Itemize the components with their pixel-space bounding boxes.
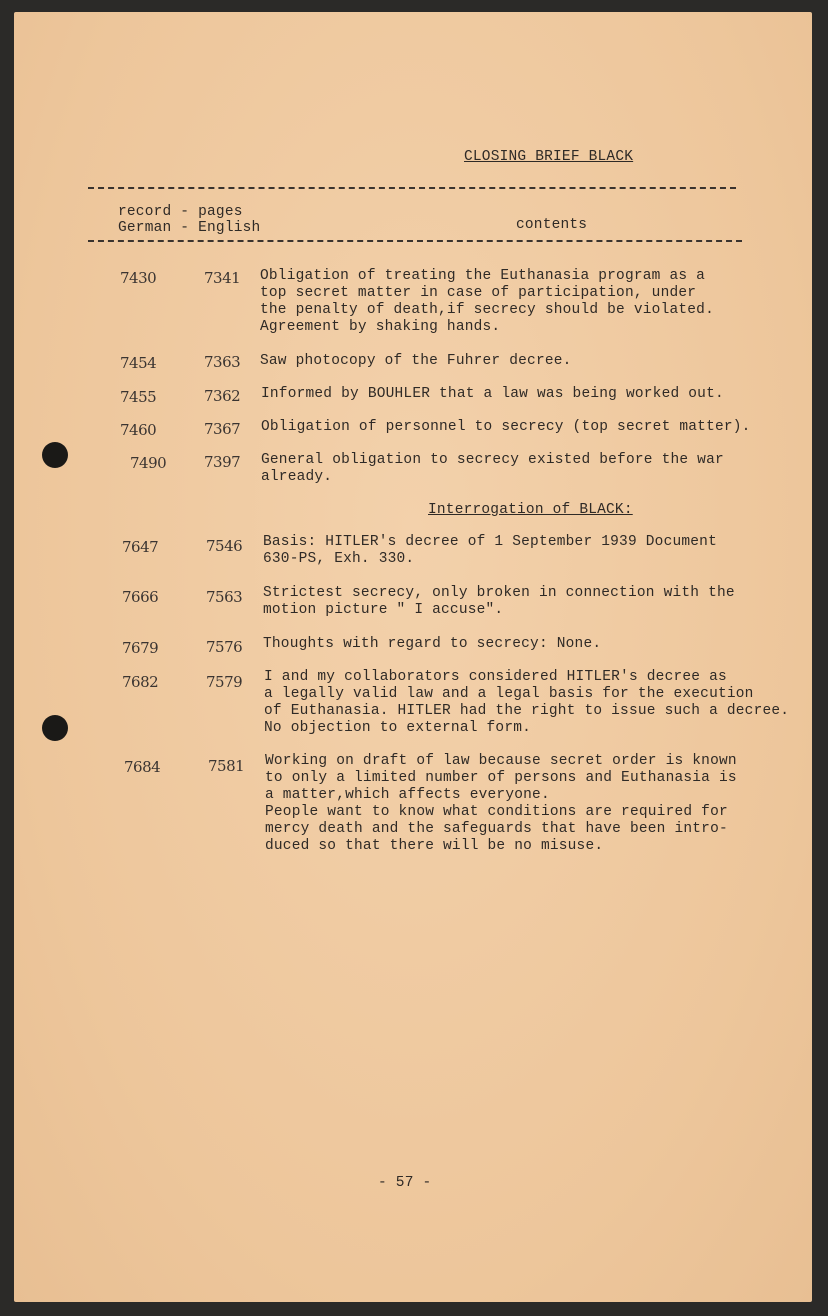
document-page	[14, 12, 812, 1302]
english-page: 7581	[208, 757, 245, 775]
section-heading: Interrogation of BLACK:	[428, 502, 633, 518]
page-number: - 57 -	[378, 1175, 432, 1191]
german-page: 7430	[120, 269, 157, 287]
german-page: 7455	[120, 388, 157, 406]
german-page: 7490	[130, 454, 167, 472]
english-page: 7579	[206, 673, 243, 691]
header-contents: contents	[516, 217, 588, 233]
header-german-english: German - English	[118, 220, 261, 236]
german-page: 7454	[120, 354, 157, 372]
german-page: 7666	[122, 588, 159, 606]
german-page: 7682	[122, 673, 159, 691]
header-rule-top	[88, 187, 736, 189]
row-content: Basis: HITLER's decree of 1 September 1939 Document 630-PS, Exh. 330.	[263, 534, 717, 567]
row-content: Informed by BOUHLER that a law was being worked out.	[261, 386, 724, 402]
german-page: 7684	[124, 758, 161, 776]
header-record-pages: record - pages	[118, 204, 243, 220]
english-page: 7563	[206, 588, 243, 606]
german-page: 7647	[122, 538, 159, 556]
punch-hole-bottom	[42, 715, 68, 741]
punch-hole-top	[42, 442, 68, 468]
english-page: 7367	[204, 420, 241, 438]
row-content: Strictest secrecy, only broken in connection with the motion picture " I accuse".	[263, 585, 735, 618]
row-content: Saw photocopy of the Fuhrer decree.	[260, 353, 572, 369]
header-rule-bottom	[88, 240, 742, 242]
row-content: I and my collaborators considered HITLER's decree as a legally valid law and a legal basis for the execution of Euthanasia. HITLER had the right to issue such a decree. No objection to external form.	[264, 669, 790, 736]
german-page: 7679	[122, 639, 159, 657]
row-content: Obligation of personnel to secrecy (top secret matter).	[261, 419, 751, 435]
row-content: Thoughts with regard to secrecy: None.	[263, 636, 602, 652]
row-content: Working on draft of law because secret order is known to only a limited number of persons and Euthanasia is a matter,which affects everyone. People want to know what conditions are required for mercy death and the safeguards that have been intro- duced so that there will be no misuse.	[265, 753, 737, 854]
row-content: Obligation of treating the Euthanasia program as a top secret matter in case of participation, under the penalty of death,if secrecy should be violated. Agreement by shaking hands.	[260, 268, 714, 335]
english-page: 7576	[206, 638, 243, 656]
english-page: 7546	[206, 537, 243, 555]
english-page: 7363	[204, 353, 241, 371]
document-title: CLOSING BRIEF BLACK	[464, 149, 634, 165]
english-page: 7397	[204, 453, 241, 471]
english-page: 7341	[204, 269, 241, 287]
english-page: 7362	[204, 387, 241, 405]
german-page: 7460	[120, 421, 157, 439]
row-content: General obligation to secrecy existed before the war already.	[261, 452, 724, 485]
